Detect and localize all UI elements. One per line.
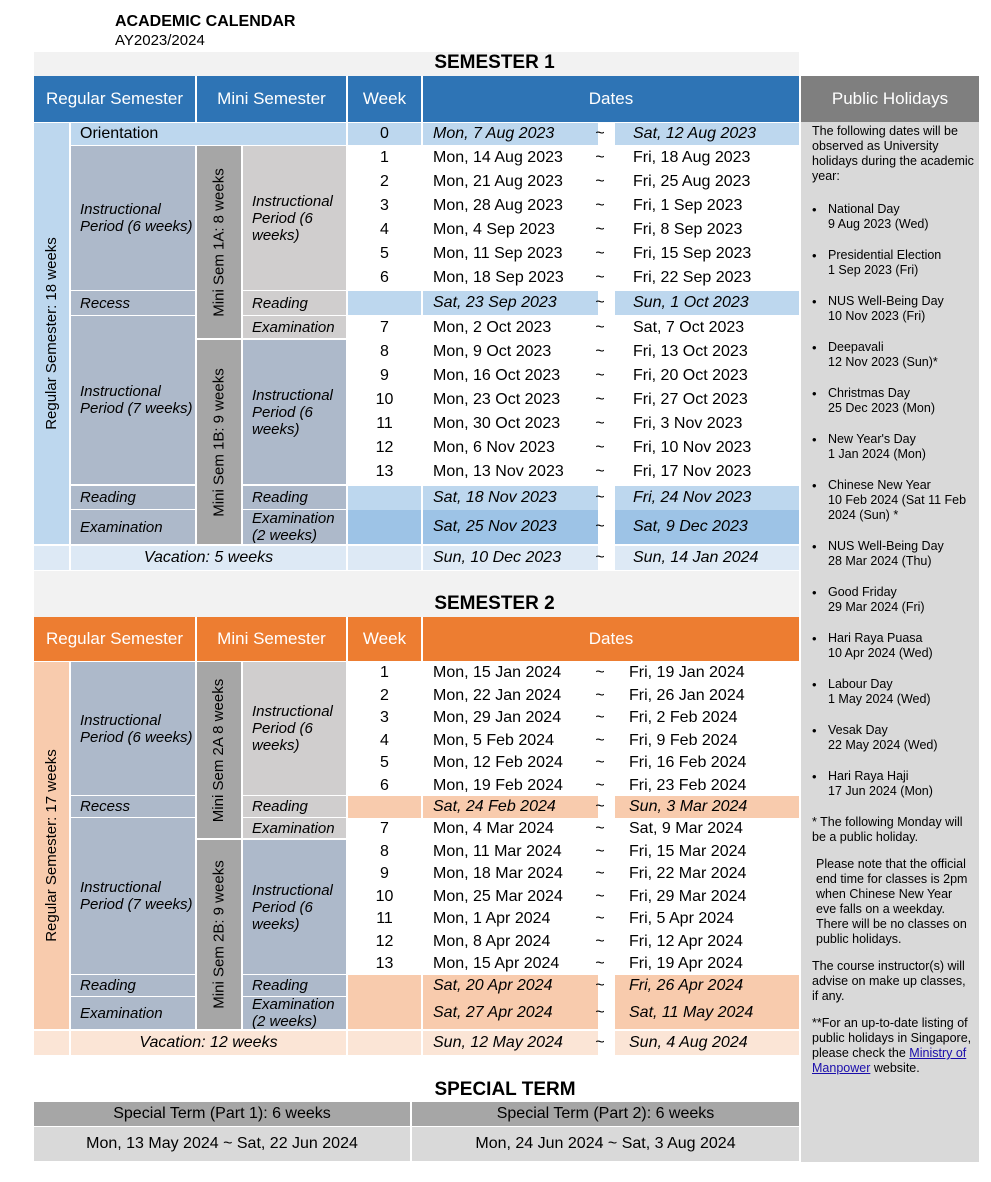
sem2-mini-sem-2a (197, 662, 241, 838)
holidays-note-1: * The following Monday will be a public holiday. (812, 815, 963, 844)
sem1-vacation-tilde: ~ (595, 549, 605, 566)
sem2-regular-vertical (34, 662, 69, 1029)
sem1-reading: Reading (71, 486, 195, 509)
special-term-part2-label: Special Term (Part 2): 6 weeks (412, 1102, 799, 1126)
sem2-week-4: 5 (348, 752, 421, 774)
public-holidays-text (812, 124, 974, 1088)
holiday-item (812, 769, 974, 799)
sem2-mini-sem-2a-text: Mini Sem 2A 8 weeks (210, 678, 228, 822)
sem2-mini-exam-2b: Examination (2 weeks) (243, 997, 346, 1029)
sem1-regular-vertical-text: Regular Semester: 18 weeks (43, 237, 60, 430)
sem1-vacation-label: Vacation: 5 weeks (71, 546, 346, 570)
special-term-title: SPECIAL TERM (434, 1079, 576, 1100)
sem2-mini-exam-2a: Examination (243, 818, 346, 838)
sem1-orientation-end: Sat, 12 Aug 2023 (615, 123, 799, 145)
sem2-tilde-13: ~ (595, 955, 605, 972)
holiday-item (812, 432, 974, 462)
sem1-col-regular: Regular Semester (34, 76, 195, 122)
sem1-week-7: 7 (348, 316, 421, 340)
sem2-week-11: 11 (348, 908, 421, 930)
sem2-week-7: 7 (348, 818, 421, 840)
sem1-mini-reading-1b: Reading (243, 486, 346, 509)
sem2-end-2: Fri, 2 Feb 2024 (615, 707, 799, 729)
sem1-tilde-6: ~ (595, 294, 605, 311)
sem1-end-9: Fri, 20 Oct 2023 (615, 364, 799, 388)
holiday-date: 10 Apr 2024 (Wed) (828, 646, 933, 660)
sem2-end-11: Fri, 5 Apr 2024 (615, 908, 799, 930)
holiday-date: 9 Aug 2023 (Wed) (828, 217, 929, 231)
sem2-tilde-5: ~ (595, 776, 605, 794)
public-holidays-header: Public Holidays (801, 76, 979, 122)
sem1-recess: Recess (71, 291, 195, 315)
special-term-part1-label: Special Term (Part 1): 6 weeks (34, 1102, 410, 1126)
sem2-mini-reading-2b: Reading (243, 975, 346, 996)
sem1-end-0: Fri, 18 Aug 2023 (615, 146, 799, 170)
semester-2-title: SEMESTER 2 (434, 593, 555, 614)
sem1-start-9: Mon, 16 Oct 2023 (423, 364, 598, 388)
sem1-week-0: 1 (348, 146, 421, 170)
holiday-date: 25 Dec 2023 (Mon) (828, 401, 936, 415)
sem1-end-2: Fri, 1 Sep 2023 (615, 194, 799, 218)
sem1-week-8: 8 (348, 340, 421, 364)
holiday-item (812, 631, 974, 661)
sem2-end-4: Fri, 16 Feb 2024 (615, 752, 799, 774)
sem1-tilde-0: ~ (595, 149, 605, 166)
sem2-end-5: Fri, 23 Feb 2024 (615, 775, 799, 797)
sem2-start-8: Mon, 11 Mar 2024 (423, 841, 598, 863)
sem1-start-2: Mon, 28 Aug 2023 (423, 194, 598, 218)
sem1-week-9: 9 (348, 364, 421, 388)
sem2-start-10: Mon, 25 Mar 2024 (423, 886, 598, 908)
sem1-start-3: Mon, 4 Sep 2023 (423, 218, 598, 242)
sem1-end-8: Fri, 13 Oct 2023 (615, 340, 799, 364)
sem1-end-1: Fri, 25 Aug 2023 (615, 170, 799, 194)
sem1-week-13: 13 (348, 460, 421, 484)
holiday-date: 1 Sep 2023 (Fri) (828, 263, 919, 277)
holiday-item (812, 677, 974, 707)
holidays-note-3: The course instructor(s) will advise on make up classes, if any. (812, 959, 966, 1003)
sem2-tilde-11: ~ (595, 910, 605, 927)
sem1-tilde-1: ~ (595, 173, 605, 190)
sem2-end-3: Fri, 9 Feb 2024 (615, 730, 799, 752)
holiday-name: • National Day (828, 202, 900, 216)
holidays-note-2: Please note that the official end time for classes is 2pm when Chinese New Year eve falls on a weekday. There will be no classes on public holidays. (816, 857, 968, 946)
sem1-end-3: Fri, 8 Sep 2023 (615, 218, 799, 242)
sem1-end-10: Fri, 27 Oct 2023 (615, 388, 799, 412)
holiday-name: • Chinese New Year (828, 478, 931, 492)
sem1-orientation-week: 0 (348, 123, 421, 145)
holiday-date: 17 Jun 2024 (Mon) (828, 784, 933, 798)
holiday-date: 29 Mar 2024 (Fri) (828, 600, 925, 614)
sem2-vacation-end: Sun, 4 Aug 2024 (615, 1031, 799, 1055)
sem2-end-13: Fri, 19 Apr 2024 (615, 953, 799, 975)
sem2-tilde-14: ~ (595, 977, 605, 994)
sem2-col-mini: Mini Semester (197, 617, 346, 661)
sem2-week-15 (348, 997, 421, 1029)
sem1-mini-instructional-1a: Instructional Period (6 weeks) (243, 146, 346, 290)
sem1-tilde-11: ~ (595, 415, 605, 432)
sem2-week-8: 8 (348, 841, 421, 863)
sem1-end-7: Sat, 7 Oct 2023 (615, 316, 799, 340)
sem2-week-10: 10 (348, 886, 421, 908)
sem2-start-4: Mon, 12 Feb 2024 (423, 752, 598, 774)
sem1-week-14 (348, 486, 421, 510)
sem1-week-3: 4 (348, 218, 421, 242)
sem2-tilde-1: ~ (595, 686, 605, 704)
holiday-date: 1 May 2024 (Wed) (828, 692, 931, 706)
sem2-tilde-4: ~ (595, 754, 605, 771)
holiday-name: • Presidential Election (828, 248, 942, 262)
sem2-mini-sem-2b (197, 840, 241, 1029)
sem2-col-week: Week (348, 617, 421, 661)
sem1-mini-sem-1b-text: Mini Sem 1B: 9 weeks (210, 367, 228, 517)
holiday-item (812, 248, 974, 278)
sem1-mini-exam-1b: Examination (2 weeks) (243, 510, 346, 544)
sem1-tilde-5: ~ (595, 269, 605, 286)
sem1-week-1: 2 (348, 170, 421, 194)
sem1-col-week: Week (348, 76, 421, 122)
sem2-end-1: Fri, 26 Jan 2024 (615, 685, 799, 707)
holidays-note-4-prefix: **For an up-to-date listing of public holidays in Singapore, please check the (812, 1016, 972, 1060)
sem2-reading: Reading (71, 975, 195, 996)
sem1-tilde-8: ~ (595, 343, 605, 360)
sem2-instructional-period-1: Instructional Period (6 weeks) (71, 662, 195, 795)
sem1-week-5: 6 (348, 266, 421, 290)
academic-year: AY2023/2024 (115, 32, 205, 49)
ministry-of-manpower-link[interactable]: Ministry of Manpower (812, 1046, 967, 1075)
holiday-item (812, 585, 974, 615)
sem2-week-1: 2 (348, 685, 421, 707)
sem2-week-3: 4 (348, 730, 421, 752)
sem2-col-dates: Dates (423, 617, 799, 661)
sem1-end-6: Sun, 1 Oct 2023 (615, 291, 799, 315)
sem1-vac-pad (34, 546, 69, 570)
sem1-week-2: 3 (348, 194, 421, 218)
gap-strip (34, 571, 799, 617)
sem1-vacation-start: Sun, 10 Dec 2023 (423, 546, 598, 570)
sem2-tilde-9: ~ (595, 865, 605, 882)
holiday-date: 12 Nov 2023 (Sun)* (828, 355, 938, 369)
sem2-end-9: Fri, 22 Mar 2024 (615, 863, 799, 885)
sem1-orient-pad (34, 123, 69, 145)
sem1-tilde-4: ~ (595, 245, 605, 262)
sem2-mini-instructional-2a: Instructional Period (6 weeks) (243, 662, 346, 795)
sem1-examination: Examination (71, 510, 195, 544)
sem1-tilde-10: ~ (595, 391, 605, 408)
sem1-mini-sem-1b (197, 340, 241, 544)
sem1-end-12: Fri, 10 Nov 2023 (615, 436, 799, 460)
holiday-name: • Christmas Day (828, 386, 910, 400)
sem1-tilde-7: ~ (595, 319, 605, 336)
sem2-end-12: Fri, 12 Apr 2024 (615, 931, 799, 953)
sem2-tilde-12: ~ (595, 932, 605, 950)
sem2-tilde-15: ~ (595, 1004, 605, 1021)
holiday-name: • New Year's Day (828, 432, 916, 446)
holiday-item (812, 539, 974, 569)
sem1-start-5: Mon, 18 Sep 2023 (423, 266, 598, 290)
sem1-tilde-13: ~ (595, 463, 605, 480)
holiday-name: • Vesak Day (828, 723, 888, 737)
holiday-item (812, 340, 974, 370)
holiday-date: 22 May 2024 (Wed) (828, 738, 938, 752)
special-term-part1-dates: Mon, 13 May 2024 ~ Sat, 22 Jun 2024 (34, 1127, 410, 1161)
sem1-tilde-12: ~ (595, 439, 605, 456)
sem1-orientation-tilde: ~ (595, 125, 605, 142)
sem1-start-4: Mon, 11 Sep 2023 (423, 242, 598, 266)
sem1-mini-instructional-1b: Instructional Period (6 weeks) (243, 340, 346, 484)
sem2-week-13: 13 (348, 953, 421, 975)
sem2-instructional-period-2: Instructional Period (7 weeks) (71, 818, 195, 974)
sem2-col-regular: Regular Semester (34, 617, 195, 661)
sem1-col-dates: Dates (423, 76, 799, 122)
sem1-end-4: Fri, 15 Sep 2023 (615, 242, 799, 266)
sem2-end-10: Fri, 29 Mar 2024 (615, 886, 799, 908)
sem2-end-14: Fri, 26 Apr 2024 (615, 975, 799, 997)
sem1-week-6 (348, 291, 421, 315)
sem1-instructional-period-1: Instructional Period (6 weeks) (71, 146, 195, 290)
holiday-date: 10 Feb 2024 (Sat 11 Feb 2024 (Sun) * (828, 493, 967, 522)
sem1-week-4: 5 (348, 242, 421, 266)
holiday-name: • Labour Day (828, 677, 893, 691)
sem1-week-12: 12 (348, 436, 421, 460)
sem2-tilde-0: ~ (595, 664, 605, 681)
holiday-item (812, 294, 974, 324)
sem2-start-14: Sat, 20 Apr 2024 (423, 975, 598, 997)
sem1-mini-sem-1a-text: Mini Sem 1A: 8 weeks (210, 167, 228, 317)
sem1-tilde-14: ~ (595, 489, 605, 506)
sem2-mini-instructional-2b: Instructional Period (6 weeks) (243, 840, 346, 974)
sem1-start-12: Mon, 6 Nov 2023 (423, 436, 598, 460)
holiday-name: • Good Friday (828, 585, 897, 599)
sem2-mini-reading-2a: Reading (243, 796, 346, 817)
sem1-start-7: Mon, 2 Oct 2023 (423, 316, 598, 340)
sem1-col-mini: Mini Semester (197, 76, 346, 122)
sem2-regular-vertical-text: Regular Semester: 17 weeks (43, 749, 60, 942)
sem2-tilde-6: ~ (595, 798, 605, 815)
sem2-end-7: Sat, 9 Mar 2024 (615, 818, 799, 840)
sem2-start-1: Mon, 22 Jan 2024 (423, 685, 598, 707)
sem2-examination: Examination (71, 997, 195, 1029)
calendar-title: ACADEMIC CALENDAR (115, 13, 296, 30)
sem1-tilde-9: ~ (595, 367, 605, 384)
sem1-mini-exam-1a: Examination (243, 316, 346, 338)
sem2-start-6: Sat, 24 Feb 2024 (423, 796, 598, 818)
sem1-end-13: Fri, 17 Nov 2023 (615, 460, 799, 484)
sem2-vac-pad (34, 1031, 69, 1055)
sem1-start-14: Sat, 18 Nov 2023 (423, 486, 598, 510)
sem1-end-15: Sat, 9 Dec 2023 (615, 510, 799, 544)
sem2-week-12: 12 (348, 931, 421, 953)
sem2-mini-sem-2b-text: Mini Sem 2B: 9 weeks (210, 860, 228, 1009)
special-term-part2-dates: Mon, 24 Jun 2024 ~ Sat, 3 Aug 2024 (412, 1127, 799, 1161)
sem1-orientation-label: Orientation (71, 123, 346, 145)
sem1-tilde-3: ~ (595, 221, 605, 238)
sem2-start-12: Mon, 8 Apr 2024 (423, 931, 598, 953)
sem1-tilde-2: ~ (595, 197, 605, 214)
sem2-week-0: 1 (348, 662, 421, 684)
sem2-tilde-10: ~ (595, 887, 605, 905)
sem2-start-7: Mon, 4 Mar 2024 (423, 818, 598, 840)
holiday-name: • NUS Well-Being Day (828, 539, 944, 553)
sem2-start-15: Sat, 27 Apr 2024 (423, 997, 598, 1029)
sem1-start-15: Sat, 25 Nov 2023 (423, 510, 598, 544)
sem2-week-2: 3 (348, 707, 421, 729)
sem1-start-0: Mon, 14 Aug 2023 (423, 146, 598, 170)
sem1-start-8: Mon, 9 Oct 2023 (423, 340, 598, 364)
sem1-tilde-15: ~ (595, 518, 605, 535)
sem2-start-9: Mon, 18 Mar 2024 (423, 863, 598, 885)
holiday-item (812, 478, 974, 523)
sem2-tilde-8: ~ (595, 842, 605, 860)
sem2-end-0: Fri, 19 Jan 2024 (615, 662, 799, 684)
holiday-name: • Hari Raya Puasa (828, 631, 923, 645)
holidays-note-4-suffix: website. (873, 1061, 920, 1075)
sem1-week-11: 11 (348, 412, 421, 436)
sem2-end-15: Sat, 11 May 2024 (615, 997, 799, 1029)
sem1-vac-week (348, 546, 421, 570)
holidays-note-4 (812, 1016, 974, 1076)
sem1-start-10: Mon, 23 Oct 2023 (423, 388, 598, 412)
holidays-intro: The following dates will be observed as University holidays during the academic year: (812, 124, 974, 183)
holiday-date: 28 Mar 2024 (Thu) (828, 554, 932, 568)
holiday-date: 1 Jan 2024 (Mon) (828, 447, 926, 461)
sem1-end-11: Fri, 3 Nov 2023 (615, 412, 799, 436)
holiday-item (812, 202, 974, 232)
sem1-orientation-start: Mon, 7 Aug 2023 (423, 123, 598, 145)
holiday-name: • Deepavali (828, 340, 884, 354)
sem1-regular-vertical (34, 123, 69, 544)
sem1-week-15 (348, 510, 421, 544)
sem1-vacation-end: Sun, 14 Jan 2024 (615, 546, 799, 570)
sem2-vacation-tilde: ~ (595, 1034, 605, 1051)
holiday-name: • Hari Raya Haji (828, 769, 909, 783)
semester-1-title: SEMESTER 1 (434, 52, 555, 73)
sem1-instructional-period-2: Instructional Period (7 weeks) (71, 316, 195, 484)
holiday-date: 10 Nov 2023 (Fri) (828, 309, 926, 323)
sem1-start-1: Mon, 21 Aug 2023 (423, 170, 598, 194)
sem1-start-13: Mon, 13 Nov 2023 (423, 460, 598, 484)
sem2-tilde-7: ~ (595, 820, 605, 837)
sem2-end-8: Fri, 15 Mar 2024 (615, 841, 799, 863)
sem2-start-11: Mon, 1 Apr 2024 (423, 908, 598, 930)
sem2-tilde-3: ~ (595, 731, 605, 749)
top-strip (34, 52, 799, 76)
sem2-start-5: Mon, 19 Feb 2024 (423, 775, 598, 797)
sem2-vacation-label: Vacation: 12 weeks (71, 1031, 346, 1055)
sem1-start-11: Mon, 30 Oct 2023 (423, 412, 598, 436)
sem2-vacation-start: Sun, 12 May 2024 (423, 1031, 598, 1055)
sem2-week-6 (348, 796, 421, 818)
sem2-tilde-2: ~ (595, 709, 605, 726)
sem1-start-6: Sat, 23 Sep 2023 (423, 291, 598, 315)
holiday-item (812, 723, 974, 753)
holiday-name: • NUS Well-Being Day (828, 294, 944, 308)
sem1-mini-reading-1a: Reading (243, 291, 346, 315)
sem2-week-14 (348, 975, 421, 997)
holiday-item (812, 386, 974, 416)
sem1-mini-sem-1a (197, 146, 241, 338)
sem1-week-10: 10 (348, 388, 421, 412)
sem2-start-0: Mon, 15 Jan 2024 (423, 662, 598, 684)
sem2-start-2: Mon, 29 Jan 2024 (423, 707, 598, 729)
sem2-week-9: 9 (348, 863, 421, 885)
sem2-week-5: 6 (348, 775, 421, 797)
sem2-recess: Recess (71, 796, 195, 817)
sem2-start-3: Mon, 5 Feb 2024 (423, 730, 598, 752)
sem2-vac-week (348, 1031, 421, 1055)
sem1-end-5: Fri, 22 Sep 2023 (615, 266, 799, 290)
holiday-list (812, 202, 974, 799)
sem1-end-14: Fri, 24 Nov 2023 (615, 486, 799, 510)
sem2-end-6: Sun, 3 Mar 2024 (615, 796, 799, 818)
sem2-start-13: Mon, 15 Apr 2024 (423, 953, 598, 975)
